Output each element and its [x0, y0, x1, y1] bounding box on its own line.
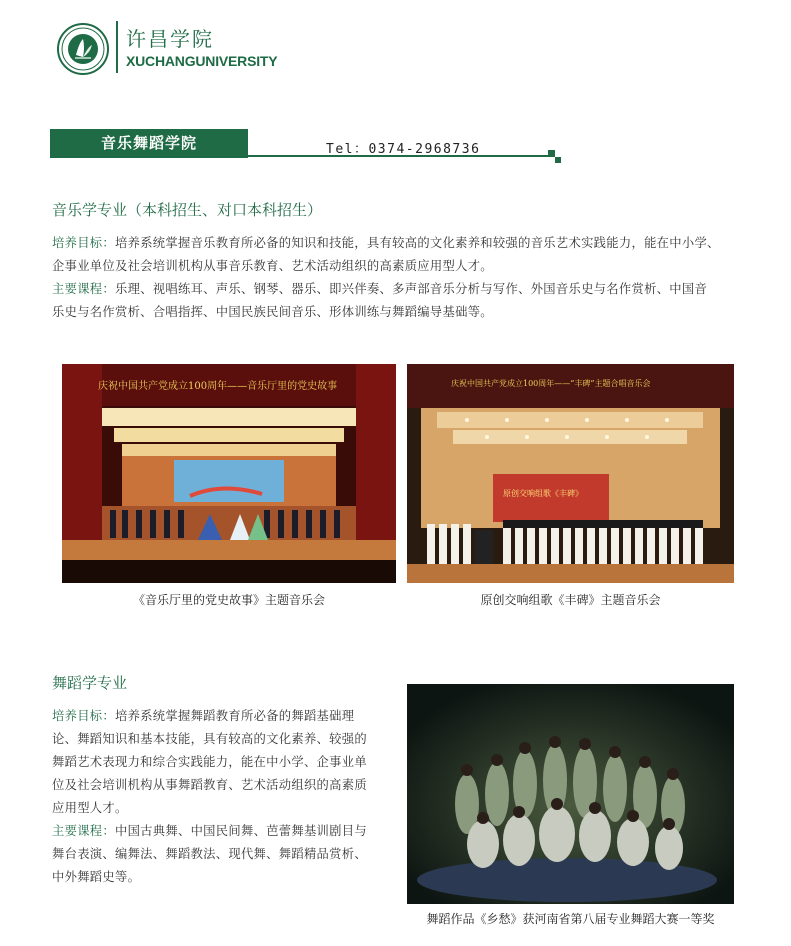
dance-course-line: 舞台表演、编舞法、舞蹈教法、现代舞、舞蹈精品赏析、 — [52, 847, 367, 861]
music-description — [52, 232, 762, 324]
music-course-line: 乐史与名作赏析、合唱指挥、中国民族民间音乐、形体训练与舞蹈编导基础等。 — [52, 305, 493, 319]
banner-ornament — [548, 150, 555, 157]
goal-label: 培养目标： — [52, 709, 115, 723]
goal-label: 培养目标： — [52, 236, 115, 250]
dance-course-line: 中外舞蹈史等。 — [52, 870, 141, 884]
music-course-line — [52, 278, 762, 301]
music-major-heading: 音乐学专业（本科招生、对口本科招生） — [52, 201, 323, 219]
photo2-screen-text: 原创交响组歌《丰碑》 — [503, 489, 583, 498]
university-name-en: XUCHANGUNIVERSITY — [126, 53, 278, 69]
course-label: 主要课程： — [52, 282, 115, 296]
music-goal-line — [52, 232, 762, 255]
university-logo — [57, 23, 109, 75]
banner-ornament — [555, 157, 561, 163]
photo-concert-hall — [62, 364, 396, 583]
photo-dance-performance — [407, 684, 734, 904]
photo2-caption: 原创交响组歌《丰碑》主题音乐会 — [480, 593, 661, 607]
dance-goal-line — [52, 705, 397, 728]
photo1-caption: 《音乐厅里的党史故事》主题音乐会 — [132, 593, 325, 607]
music-goal-line: 企事业单位及社会培训机构从事音乐教育、艺术活动组织的高素质应用型人才。 — [52, 259, 493, 273]
goal-text: 培养系统掌握音乐教育所必备的知识和技能，具有较高的文化素养和较强的音乐艺术实践能力，能在中小学、 — [115, 236, 720, 250]
photo2-banner-text: 庆祝中国共产党成立100周年——“丰碑”主题合唱音乐会 — [451, 379, 651, 388]
telephone: Tel：0374-2968736 — [326, 142, 481, 157]
section-title: 音乐舞蹈学院 — [50, 129, 248, 158]
course-label: 主要课程： — [52, 824, 115, 838]
dance-goal-line: 应用型人才。 — [52, 801, 128, 815]
photo1-banner-text: 庆祝中国共产党成立100周年——音乐厅里的党史故事 — [98, 381, 338, 392]
dance-goal-line: 位及社会培训机构从事舞蹈教育、艺术活动组织的高素质 — [52, 778, 367, 792]
dance-major-heading: 舞蹈学专业 — [52, 674, 128, 692]
goal-text: 培养系统掌握舞蹈教育所必备的舞蹈基础理 — [115, 709, 355, 723]
dance-goal-line: 论、舞蹈知识和基本技能，具有较高的文化素养、较强的 — [52, 732, 367, 746]
dance-course-line — [52, 820, 397, 843]
photo3-caption: 舞蹈作品《乡愁》获河南省第八届专业舞蹈大赛一等奖 — [426, 912, 715, 926]
header-divider — [116, 21, 118, 73]
course-text: 乐理、视唱练耳、声乐、钢琴、器乐、即兴伴奏、多声部音乐分析与写作、外国音乐史与名作赏析、中国音 — [115, 282, 708, 296]
dance-description — [52, 705, 397, 889]
university-name-cn: 许昌学院 — [126, 27, 214, 51]
course-text: 中国古典舞、中国民间舞、芭蕾舞基训剧目与 — [115, 824, 367, 838]
dance-goal-line: 舞蹈艺术表现力和综合实践能力，能在中小学、企事业单 — [52, 755, 367, 769]
photo-choir-concert — [407, 364, 734, 583]
